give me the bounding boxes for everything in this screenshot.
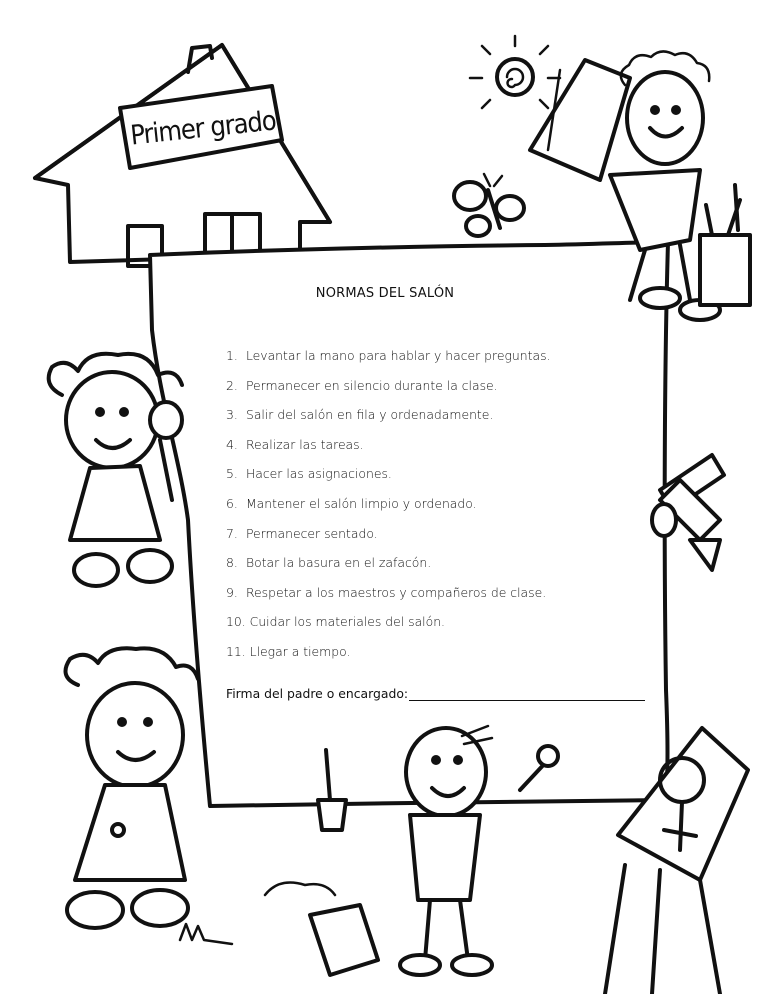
rule-text: Hacer las asignaciones. [245,466,392,482]
rule-text: Mantener el salón limpio y ordenado. [245,495,477,511]
rule-text: Salir del salón en fila y ordenadamente. [245,407,494,423]
butterfly-illustration [454,174,524,236]
rule-number: 2. [226,377,238,393]
rule-number: 7. [226,525,238,541]
rule-text: Realizar las tareas. [245,436,364,452]
list-item [226,614,550,644]
rule-text: Respetar a los maestros y compañeros de clase. [245,584,547,600]
rules-list [226,348,550,674]
rule-number: 11. [226,643,246,659]
sun-illustration [470,36,560,108]
list-item [226,585,550,615]
rule-text: Permanecer en silencio durante la clase. [245,377,498,393]
list-item [226,526,550,556]
list-item [226,348,550,378]
list-item [226,496,550,526]
list-item [226,466,550,496]
rule-number: 6. [226,495,238,511]
signature-blank[interactable] [409,687,645,701]
rule-number: 9. [226,584,238,600]
signature-label: Firma del padre o encargado: [226,686,409,701]
rule-text: Cuidar los materiales del salón. [249,614,445,630]
rule-text: Permanecer sentado. [245,525,378,541]
rule-text: Llegar a tiempo. [249,643,351,659]
sign-label: Primer grado [128,104,278,152]
signature-line [226,686,645,701]
rule-number: 10. [226,614,246,630]
rule-number: 1. [226,348,238,363]
rule-number: 4. [226,436,238,452]
shoe-illustration [265,883,378,975]
list-item [226,437,550,467]
list-item [226,407,550,437]
rule-number: 3. [226,407,238,423]
rule-text: Levantar la mano para hablar y hacer preguntas. [245,348,551,363]
rule-number: 5. [226,466,238,482]
rule-number: 8. [226,555,238,571]
document-title: NORMAS DEL SALÓN [315,286,455,301]
list-item [226,378,550,408]
list-item [226,555,550,585]
rule-text: Botar la basura en el zafacón. [245,555,432,571]
list-item [226,644,550,674]
